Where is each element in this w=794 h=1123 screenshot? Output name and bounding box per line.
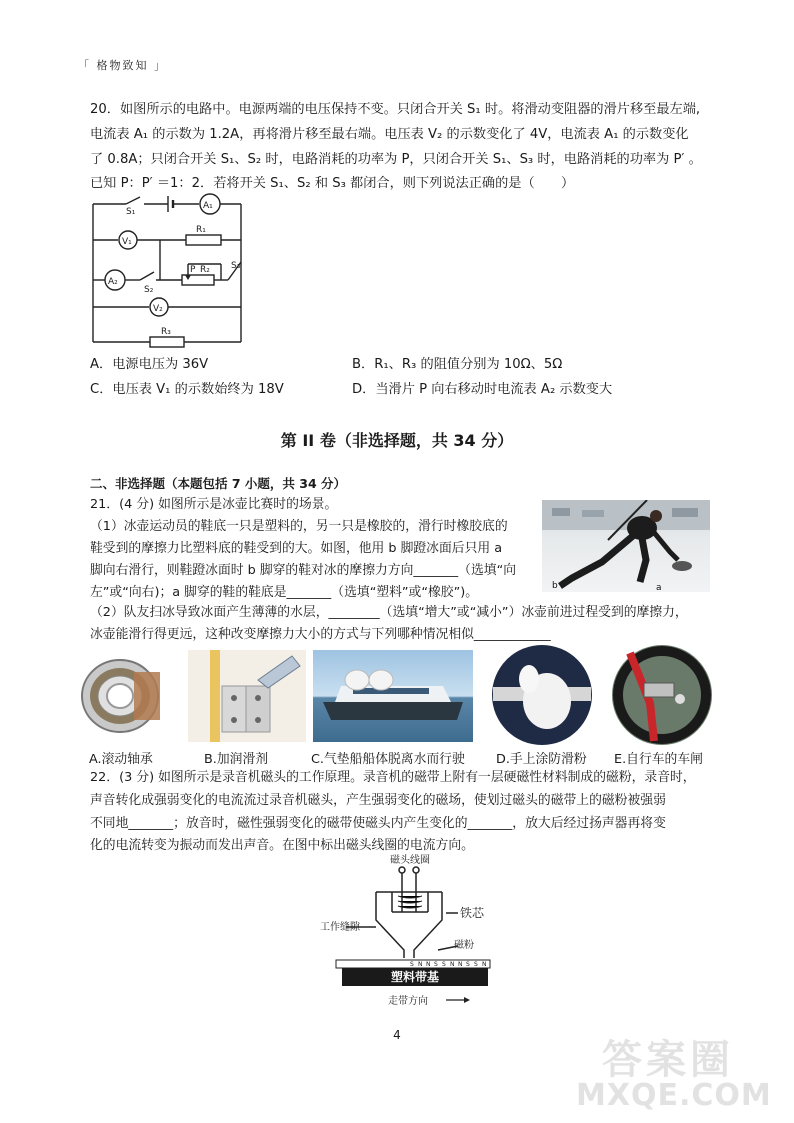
caption-e[interactable]: E.自行车的车闸 bbox=[614, 752, 703, 767]
q20-option-d[interactable]: D．当滑片 P 向右移动时电流表 A₂ 示数变大 bbox=[352, 382, 613, 397]
caption-b[interactable]: B.加润滑剂 bbox=[204, 752, 269, 767]
q20-option-b[interactable]: B．R₁、R₃ 的阻值分别为 10Ω、5Ω bbox=[352, 357, 563, 372]
label-plastic-base: 塑料带基 bbox=[390, 970, 440, 984]
label-core: 铁芯 bbox=[460, 906, 485, 920]
label-gap: 工作缝隙 bbox=[320, 922, 360, 933]
switch-s1 bbox=[126, 197, 140, 204]
caption-c[interactable]: C.气垫船船体脱离水而行驶 bbox=[311, 752, 465, 767]
tape-mark: N bbox=[458, 961, 463, 968]
q21-line-2: （1）冰壶运动员的鞋底一只是塑料的，另一只是橡胶的，滑行时橡胶底的 bbox=[90, 519, 508, 534]
tape-mark: S bbox=[434, 961, 438, 968]
q21-line-7: 冰壶能滑行得更远，这种改变摩擦力大小的方式与下列哪种情况相似____________ bbox=[90, 627, 551, 642]
watermark-top: 答案圈 bbox=[602, 1037, 734, 1083]
label-r2: R₂ bbox=[200, 265, 210, 275]
circuit-diagram bbox=[86, 192, 256, 352]
page-header: 「 格物致知 」 bbox=[78, 59, 167, 72]
bicycle-brake-photo bbox=[610, 643, 714, 747]
q20-line-4: 已知 P：P′ ＝1：2．若将开关 S₁、S₂ 和 S₃ 都闭合，则下列说法正确的是（ ） bbox=[90, 176, 575, 191]
anti-slip-powder-photo bbox=[489, 643, 595, 747]
q20-option-c[interactable]: C．电压表 V₁ 的示数始终为 18V bbox=[90, 382, 284, 397]
q20-line-2: 电流表 A₁ 的示数为 1.2A，再将滑片移至最右端。电压表 V₂ 的示数变化了 4V，电流表 A₁ 的示数变化 bbox=[90, 127, 689, 142]
tape-mark: S bbox=[466, 961, 470, 968]
tape-mark: N bbox=[482, 961, 487, 968]
q22-line-1: 22．(3 分) 如图所示是录音机磁头的工作原理。录音机的磁带上附有一层硬磁性材料制成的磁粉，录音时， bbox=[90, 770, 696, 785]
photo-label-b: b bbox=[552, 581, 558, 591]
watermark bbox=[572, 1028, 772, 1120]
part-2-title: 第 II 卷（非选择题，共 34 分） bbox=[280, 431, 514, 450]
q22-line-2: 声音转化成强弱变化的电流流过录音机磁头，产生强弱变化的磁场，使划过磁头的磁带上的磁粉被强弱 bbox=[90, 793, 666, 808]
tape-mark: N bbox=[426, 961, 431, 968]
label-v2: V₂ bbox=[153, 304, 163, 314]
label-s1: S₁ bbox=[126, 207, 136, 217]
resistor-r1 bbox=[186, 235, 221, 245]
q20-line-1: 20．如图所示的电路中。电源两端的电压保持不变。只闭合开关 S₁ 时。将滑动变阻器的滑片移至最左端, bbox=[90, 102, 701, 117]
page-number: 4 bbox=[393, 1028, 401, 1042]
tape-mark: S bbox=[442, 961, 446, 968]
tape-mark: S bbox=[410, 961, 414, 968]
lubricant-hinge-photo bbox=[188, 650, 306, 742]
hovercraft-photo bbox=[313, 650, 473, 742]
caption-a[interactable]: A.滚动轴承 bbox=[89, 752, 153, 767]
label-coil: 磁头线圈 bbox=[390, 855, 430, 866]
label-r1: R₁ bbox=[196, 225, 206, 235]
q22-line-4: 化的电流转变为振动而发出声音。在图中标出磁头线圈的电流方向。 bbox=[90, 838, 474, 853]
q21-line-3: 鞋受到的摩擦力比塑料底的鞋受到的大。如图，他用 b 脚蹬冰面后只用 a bbox=[90, 541, 503, 556]
q20-line-3: 了 0.8A；只闭合开关 S₁、S₂ 时，电路消耗的功率为 P，只闭合开关 S₁、S₃ 时，电路消耗的功率为 P′ 。 bbox=[90, 152, 702, 167]
rolling-bearing-photo bbox=[74, 650, 170, 742]
switch-s2 bbox=[140, 272, 154, 280]
label-s2: S₂ bbox=[144, 285, 154, 295]
resistor-r3 bbox=[150, 337, 184, 347]
photo-label-a: a bbox=[656, 583, 662, 592]
q21-line-4: 脚向右滑行，则鞋蹬冰面时 b 脚穿的鞋对冰的摩擦力方向_______（选填“向 bbox=[90, 563, 516, 578]
label-s3: S₃ bbox=[231, 261, 241, 271]
label-p: P bbox=[190, 265, 196, 275]
label-a2: A₂ bbox=[108, 277, 118, 287]
curling-photo bbox=[542, 500, 710, 592]
watermark-bottom: MXQE.COM bbox=[576, 1078, 772, 1113]
label-a1: A₁ bbox=[203, 201, 213, 211]
q22-line-3: 不同地_______；放音时，磁性强弱变化的磁带使磁头内产生变化的_______，放大后经过扬声器再将变 bbox=[90, 816, 666, 831]
label-direction: 走带方向 bbox=[388, 996, 428, 1007]
caption-d[interactable]: D.手上涂防滑粉 bbox=[496, 752, 587, 767]
label-powder: 磁粉 bbox=[454, 940, 474, 951]
q21-line-5: 左”或“向右)；a 脚穿的鞋的鞋底是_______（选填“塑料”或“橡胶”)。 bbox=[90, 585, 478, 600]
q21-line-1: 21．(4 分) 如图所示是冰壶比赛时的场景。 bbox=[90, 497, 338, 512]
tape-mark: S bbox=[474, 961, 478, 968]
tape-mark: N bbox=[450, 961, 455, 968]
q20-option-a[interactable]: A．电源电压为 36V bbox=[90, 357, 209, 372]
tape-mark: N bbox=[418, 961, 423, 968]
label-r3: R₃ bbox=[161, 327, 171, 337]
q21-line-6: （2）队友扫冰导致冰面产生薄薄的水层，________（选填“增大”或“减小”）冰壶前进过程受到的摩擦力， bbox=[90, 605, 688, 620]
magnetic-head-diagram bbox=[318, 850, 508, 1015]
label-v1: V₁ bbox=[122, 237, 132, 247]
section-2-heading: 二、非选择题（本题包括 7 小题，共 34 分） bbox=[90, 476, 347, 491]
